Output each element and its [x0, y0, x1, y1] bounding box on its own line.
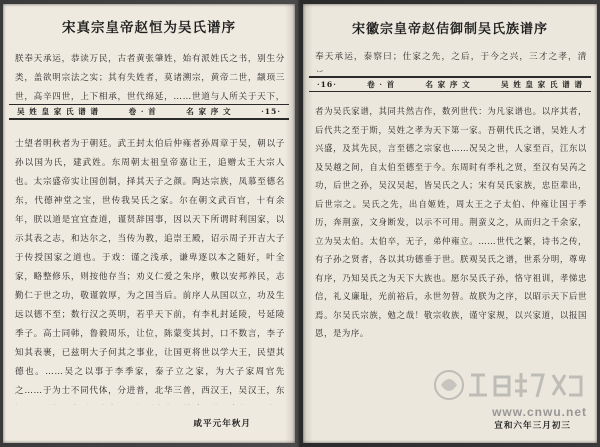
right-page-title: 宋徽宗皇帝赵佶御制吴氏族谱序	[351, 22, 548, 37]
right-main-text: 者为吴氏家谱，其同共然吉作，数列世代：为凡家谱也。以序其者，后代共之至于斯，吴姓之孝为天下第一家。吾朝代氏之谱，吴姓人才兴盛，及其先民，言至德之宗家也……况吴之世，人家至百，江东以及吴越之间，自太伯至德至于今。东周时有季札之贤，至汉有吴芮之功，后世之孙，吴汉吴起，皆吴氏之人；宋有吴氏家族，忠臣辈出，后世宗之。吴氏之先，出自姬姓，周太王之子太伯、仲雍让国于季历，奔荆蛮，文身断发，以示不可用。荆蛮义之，从而归之千余家，立为吴太伯。太伯卒，无子，弟仲雍立。……世代之繁，诗书之传，有子孙之贤者，各以其功德垂于世。朕观吴氏之谱，世系分明，尊卑有序，乃知吴氏之为天下大族也。愿尔吴氏子孙，恪守祖训，孝悌忠信，礼义廉耻，光前裕后，永世勿替。故朕为之序，以昭示天下后世焉。尔吴氏宗族，勉之哉！敬宗收族，谨守家规，以兴家道，以报国恩，是为序。	[315, 106, 587, 338]
right-footer-date: 宣和六年三月初三	[494, 421, 571, 431]
page-fold-shadow	[303, 4, 313, 443]
left-running-header	[9, 104, 289, 120]
page-fold-shadow	[285, 4, 295, 443]
left-page-title: 宋真宗皇帝赵恒为吴氏谱序	[62, 20, 236, 36]
page-number: ·16·	[317, 80, 337, 89]
right-running-header	[309, 76, 591, 92]
running-header-volume: 卷 · 首	[367, 80, 396, 89]
running-header-book-title: 吴 姓 皇 家 氏 谱 谱	[500, 80, 583, 89]
running-header-section: 名 家 序 文	[425, 80, 471, 89]
right-page	[303, 4, 597, 443]
watermark-url: www.cnwu.net	[492, 405, 587, 419]
watermark-logo-icon	[429, 365, 589, 407]
left-footer-date: 咸平元年秋月	[193, 419, 251, 429]
page-number: ·15·	[261, 107, 281, 116]
left-page	[3, 4, 295, 443]
running-header-section: 名 家 序 文	[186, 107, 232, 116]
left-main-text: 士望者明秋者为于朝廷。武王封太伯后仲雍者孙周章于吴，朝以子孙以国为氏，建武姓。东周朝太祖皇帝嘉让王，追赠太王大宗人也。太宗盛帝实让国创制，择其天子之颜。陶达宗族，凤慕至德名东，代德神堂之宝，世传我吴氏之家。尔在朝文武百官，十有余年，朕以道是宜宜查道，谨贤辞国事，因以天下所谓时利国家，以示其表之志，和达尔之，当传为教，追崇王殿，诏示周子开吉大子于传授国家之道也。于戏：谨之浅承，谦卑逐以本之随好，叶全家，略整修乐，则按他存当；劝义仁爱之朱序，敷以安邦养民，志勤仁于世之功，敬谨敦厚，为之国当后。前序人从国以立，功及生远以德不至；数行汉之英明，若乎天下前，有李札封延陵，号延陵季子。高士同韩，鲁毅周乐，让位，陈蒙变其封，口不数言，李子知其表裹，已兹明大子何其之事业，让国更将世以学大王，民望其德也。……吴之以事于李季家，泰子立之家，为大子家周官先之……于为士不同代体，分进普，北华三普，西汉王，吴汉王，东	[15, 139, 285, 396]
right-intro-text: 奉天承运，泰察曰；仕家之先，之后，于今之兴，三才之孝，清	[315, 52, 587, 62]
left-intro-text: 朕奉天承运，恭读万民，古者黄张肇姓，始有派姓氏之书，别生分类，盖欲明宗法之实；其有失姓者，莫诸溯宗，黄帝二世，颛顼三世，高辛四世，上下相承，世代绵延，……世道与人所关于天下，	[15, 54, 285, 102]
running-header-volume: 卷 · 首	[128, 107, 157, 116]
running-header-book-title: 吴 姓 皇 家 氏 谱 谱	[17, 107, 100, 116]
